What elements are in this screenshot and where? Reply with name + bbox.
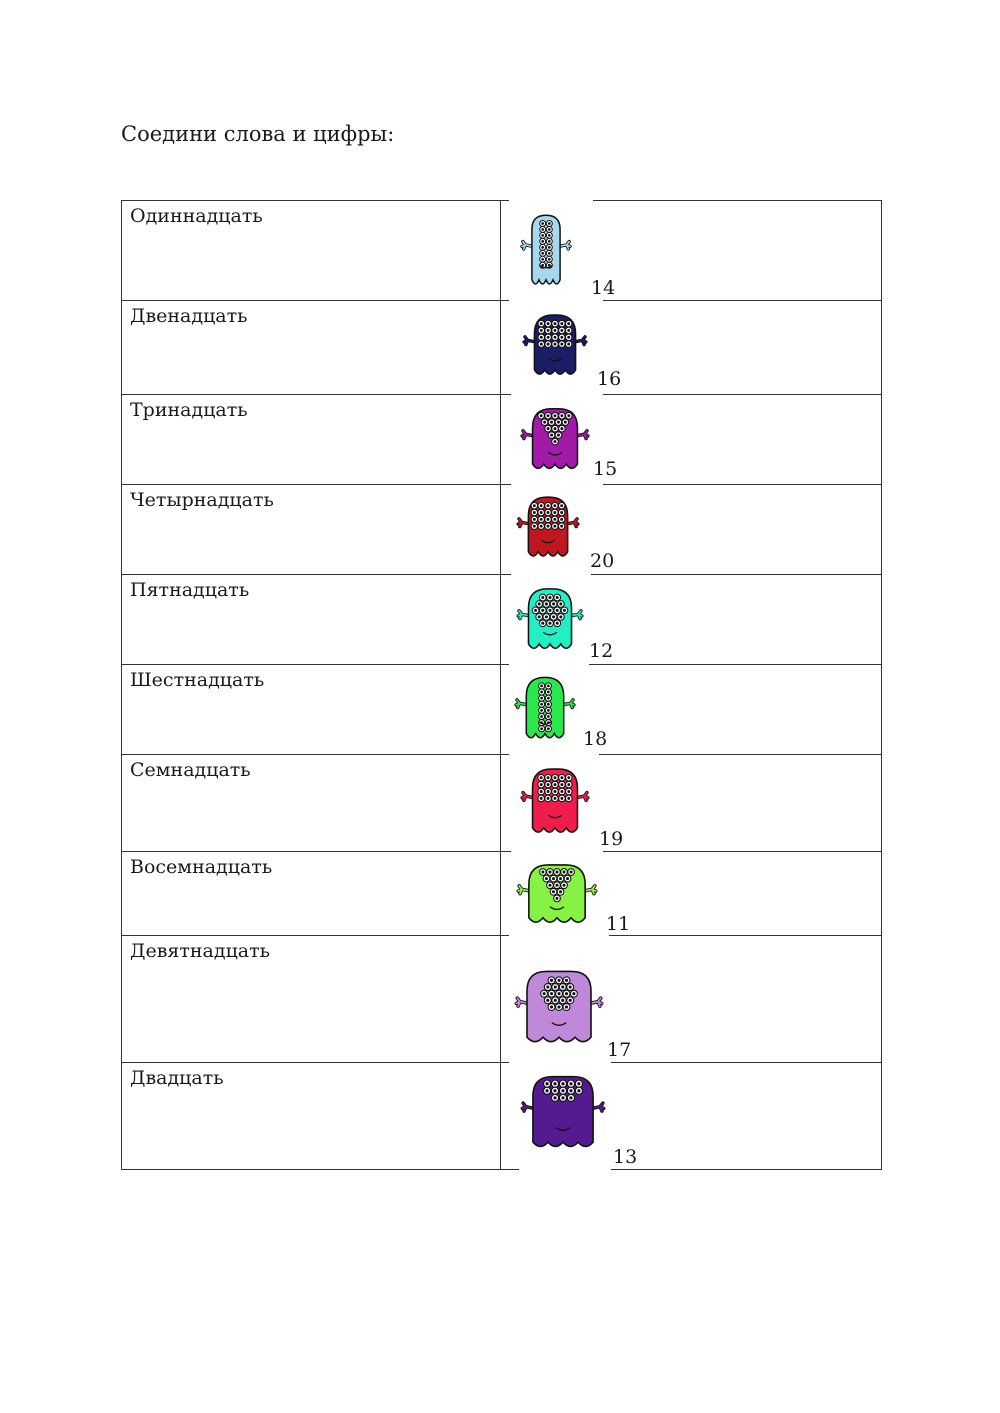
picture-cell: [501, 755, 882, 852]
word-cell: [122, 301, 501, 395]
worksheet-title: Соедини слова и цифры:: [121, 122, 395, 146]
word-cell: [122, 575, 501, 665]
word-cell: [122, 665, 501, 755]
picture-frame: [511, 851, 603, 936]
number-label: 11: [606, 913, 631, 935]
picture-frame: [509, 935, 609, 1063]
table-row: [122, 852, 882, 936]
number-word: Восемнадцать: [130, 856, 273, 878]
number-label: 12: [589, 640, 614, 662]
table-row: [122, 575, 882, 665]
table-row: [122, 665, 882, 755]
word-cell: [122, 852, 501, 936]
number-word: Пятнадцать: [130, 579, 250, 601]
matching-table: [121, 200, 882, 1170]
picture-cell: [501, 485, 882, 575]
number-label: 13: [613, 1146, 638, 1168]
number-word: Двенадцать: [130, 305, 248, 327]
word-cell: [122, 485, 501, 575]
picture-frame: [511, 300, 603, 395]
table-row: [122, 755, 882, 852]
number-word: Девятнадцать: [130, 940, 270, 962]
number-label: 20: [590, 550, 615, 572]
number-word: Шестнадцать: [130, 669, 265, 691]
picture-cell: [501, 301, 882, 395]
word-cell: [122, 936, 501, 1063]
table-row: [122, 936, 882, 1063]
number-word: Двадцать: [130, 1067, 224, 1089]
picture-cell: [501, 1063, 882, 1170]
word-cell: [122, 755, 501, 852]
number-label: 14: [591, 277, 616, 299]
number-label: 17: [607, 1039, 632, 1061]
picture-cell: [501, 852, 882, 936]
monster-image: [517, 760, 593, 842]
number-word: Одиннадцать: [130, 205, 263, 227]
table-row: [122, 485, 882, 575]
word-cell: [122, 1063, 501, 1170]
picture-cell: [501, 201, 882, 301]
number-word: Тринадцать: [130, 399, 248, 421]
picture-frame: [511, 484, 591, 575]
picture-cell: [501, 665, 882, 755]
word-cell: [122, 201, 501, 301]
number-label: 19: [599, 828, 624, 850]
monster-image: [513, 488, 583, 566]
table-row: [122, 201, 882, 301]
table-row: [122, 1063, 882, 1170]
monster-image: [517, 400, 593, 478]
picture-frame: [509, 664, 579, 755]
picture-frame: [509, 200, 593, 301]
number-label: 15: [593, 458, 618, 480]
picture-cell: [501, 936, 882, 1063]
table-row: [122, 301, 882, 395]
monster-image: [511, 963, 607, 1051]
number-word: Семнадцать: [130, 759, 251, 781]
word-cell: [122, 395, 501, 485]
number-label: 18: [583, 728, 608, 750]
monster-image: [517, 204, 575, 296]
picture-cell: [501, 575, 882, 665]
monster-image: [513, 580, 587, 658]
monster-image: [511, 668, 579, 748]
monster-image: [517, 1068, 609, 1156]
monster-image: [513, 857, 601, 931]
picture-frame: [515, 754, 599, 852]
monster-image: [519, 306, 591, 384]
picture-cell: [501, 395, 882, 485]
picture-frame: [511, 574, 589, 665]
number-label: 16: [597, 368, 622, 390]
picture-frame: [511, 394, 603, 485]
picture-frame: [519, 1062, 611, 1170]
number-word: Четырнадцать: [130, 489, 274, 511]
table-row: [122, 395, 882, 485]
